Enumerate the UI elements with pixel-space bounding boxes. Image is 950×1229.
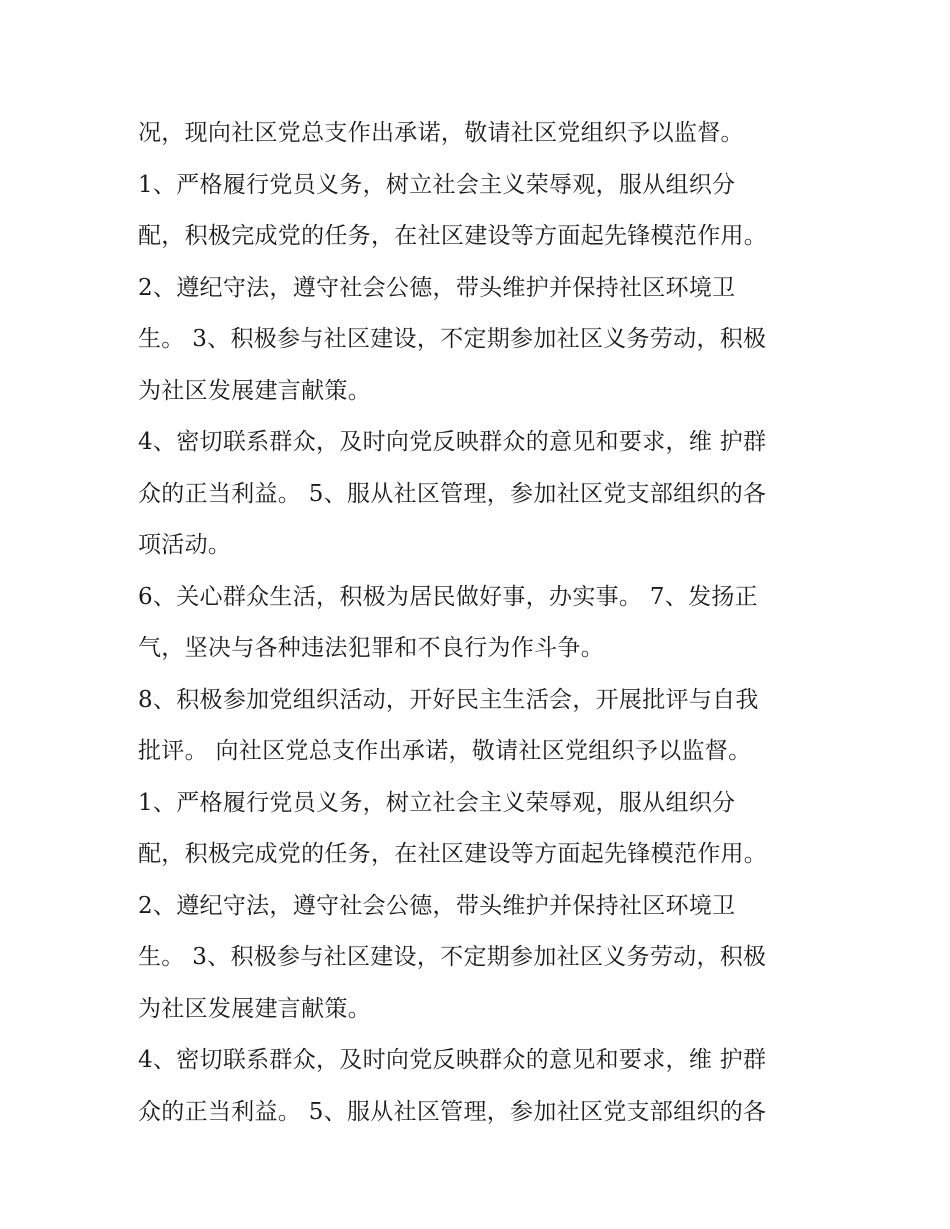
text-line: 生。 3、积极参与社区建设，不定期参加社区义务劳动，积极 <box>138 944 767 970</box>
text-line: 6、关心群众生活，积极为居民做好事，办实事。 7、发扬正 <box>138 583 758 610</box>
text-line: 批评。 向社区党总支作出承诺，敬请社区党组织予以监督。 <box>138 738 752 764</box>
text-line: 2、遵纪守法，遵守社会公德，带头维护并保持社区环境卫 <box>138 892 736 919</box>
text-line: 气，坚决与各种违法犯罪和不良行为作斗争。 <box>138 635 604 661</box>
text-line: 配，积极完成党的任务，在社区建设等方面起先锋模范作用。 <box>138 841 768 867</box>
text-line: 8、积极参加党组织活动，开好民主生活会，开展批评与自我 <box>138 686 759 713</box>
text-line: 1、严格履行党员义务，树立社会主义荣辱观，服从组织分 <box>138 789 736 816</box>
text-line: 众的正当利益。 5、服从社区管理，参加社区党支部组织的各 <box>138 480 767 507</box>
document-body <box>138 108 818 1138</box>
text-line: 配，积极完成党的任务，在社区建设等方面起先锋模范作用。 <box>138 223 768 249</box>
text-line: 生。 3、积极参与社区建设，不定期参加社区义务劳动，积极 <box>138 326 767 352</box>
text-line: 为社区发展建言献策。 <box>138 995 371 1022</box>
text-line: 众的正当利益。 5、服从社区管理，参加社区党支部组织的各 <box>138 1098 767 1125</box>
text-line: 1、严格履行党员义务，树立社会主义荣辱观，服从组织分 <box>138 171 736 198</box>
text-line: 2、遵纪守法，遵守社会公德，带头维护并保持社区环境卫 <box>138 274 736 301</box>
text-line: 4、密切联系群众，及时向党反映群众的意见和要求，维 护群 <box>138 1047 767 1073</box>
text-line: 4、密切联系群众，及时向党反映群众的意见和要求，维 护群 <box>138 429 767 455</box>
text-line: 项活动。 <box>138 532 232 558</box>
text-line: 况，现向社区党总支作出承诺，敬请社区党组织予以监督。 <box>138 120 744 146</box>
text-line: 为社区发展建言献策。 <box>138 377 371 404</box>
